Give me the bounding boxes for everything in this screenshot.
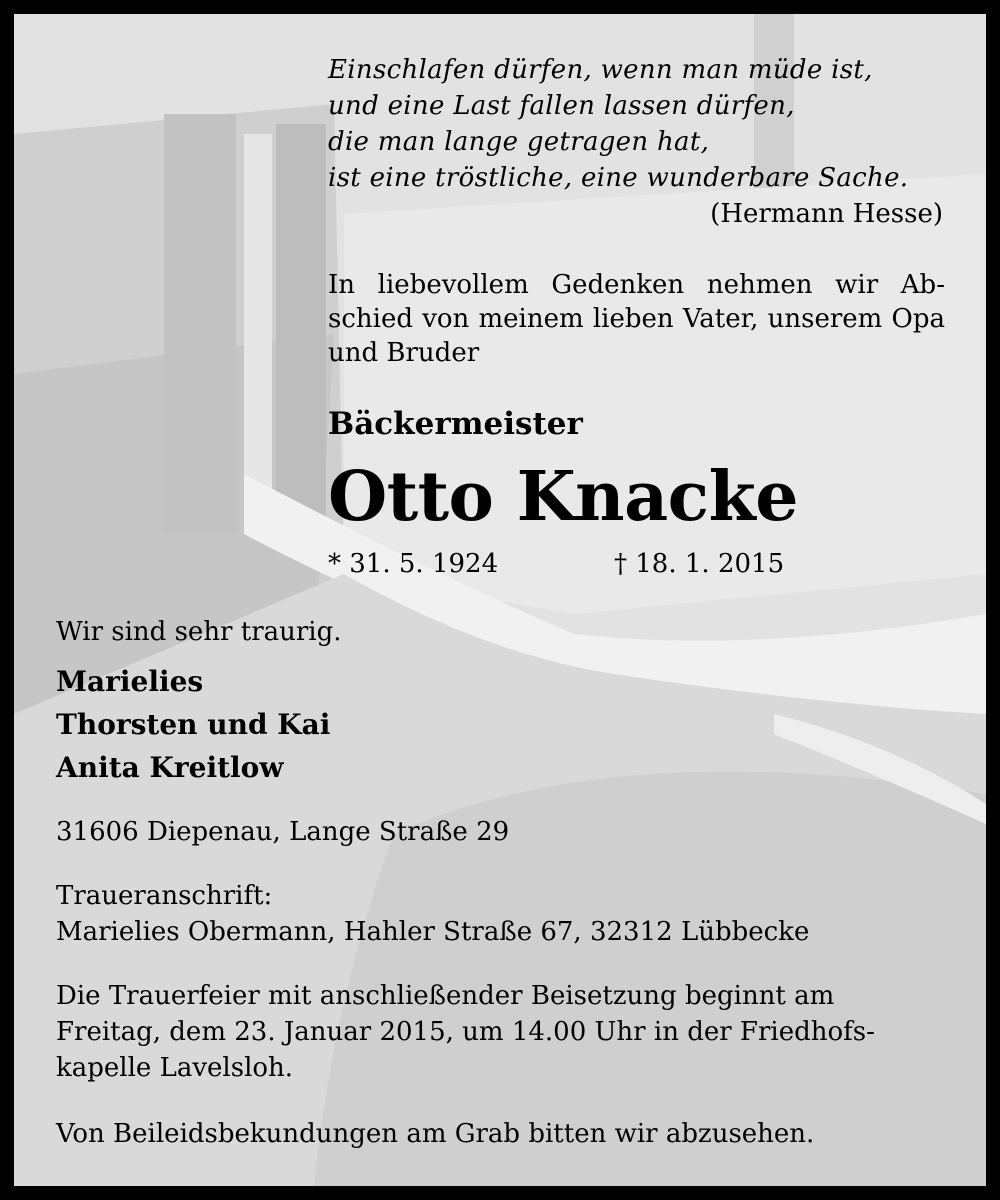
family-address: 31606 Diepenau, Lange Straße 29 [56, 817, 510, 847]
death-date: † 18. 1. 2015 [614, 549, 785, 579]
mourning-address-value: Marielies Obermann, Hahler Straße 67, 32312 Lübbecke [56, 917, 810, 947]
survivor-name: Thorsten und Kai [56, 708, 331, 741]
poem-line: und eine Last fallen lassen dürfen, [328, 91, 795, 121]
survivor-name: Marielies [56, 665, 204, 698]
condolence-note: Von Beileidsbekundungen am Grab bitten wir abzusehen. [56, 1119, 815, 1149]
deceased-name: Otto Knacke [328, 457, 798, 537]
mourning-address [56, 878, 809, 950]
birth-date: * 31. 5. 1924 [328, 549, 499, 579]
poem [328, 52, 956, 196]
ceremony-info [56, 978, 908, 1086]
survivor-list [56, 660, 330, 789]
family-statement: Wir sind sehr traurig. [56, 617, 342, 647]
poem-line: Einschlafen dürfen, wenn man müde ist, [328, 55, 873, 85]
ceremony-line: Freitag, dem 23. Januar 2015, um 14.00 Uhr in der Friedhofs- [56, 1017, 875, 1047]
deceased-title: Bäckermeister [328, 406, 583, 442]
poem-line: ist eine tröstliche, eine wunderbare Sache. [328, 163, 909, 193]
mourning-address-label: Traueranschrift: [56, 881, 273, 911]
survivor-name: Anita Kreitlow [56, 751, 284, 784]
poem-line: die man lange getragen hat, [328, 127, 710, 157]
ceremony-line: kapelle Lavelsloh. [56, 1053, 294, 1083]
intro-text: In liebevollem Gedenken nehmen wir Abschied von meinem lieben Vater, unserem Opa und Bruder [328, 270, 945, 368]
ceremony-line: Die Trauerfeier mit anschließender Beisetzung beginnt am [56, 981, 835, 1011]
poem-author: (Hermann Hesse) [710, 199, 943, 229]
obituary-notice [14, 14, 986, 1186]
